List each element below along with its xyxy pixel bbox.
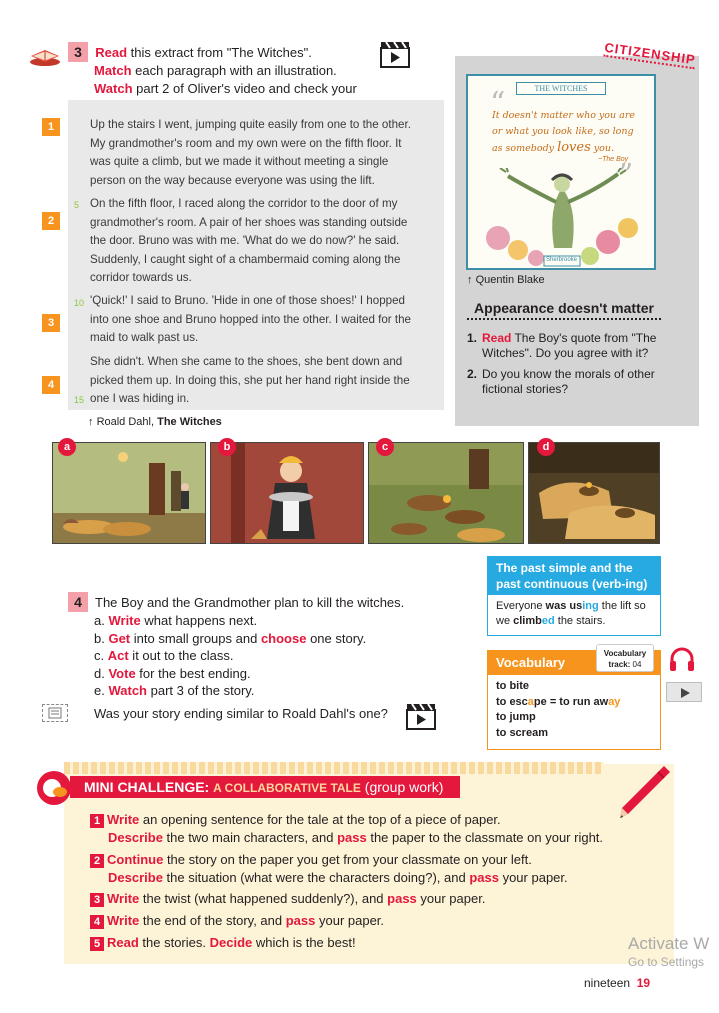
quote-close-icon: ”: [618, 158, 634, 193]
illustration-label-a: a: [58, 438, 76, 456]
vocabulary-list: to bite to escape = to run away to jump to scream: [496, 680, 621, 739]
shoes-scene: [529, 443, 660, 544]
extract-credit: ↑ Roald Dahl, The Witches: [88, 416, 222, 428]
arrow-up-icon: ↑: [88, 416, 94, 428]
video-clapper-icon-2[interactable]: [406, 702, 436, 730]
grammar-example: Everyone was using the lift so we climbed the stairs.: [496, 600, 646, 627]
story-extract: [68, 100, 444, 410]
mice-scene: [369, 443, 524, 544]
workbook-icon: [42, 704, 68, 722]
illustration-d[interactable]: [528, 442, 660, 544]
chambermaid-scene: [211, 443, 364, 544]
book-icon: [28, 44, 62, 66]
vocabulary-track-tag: Vocabulary track: 04: [596, 644, 654, 672]
book-label: Sherbrooke: [546, 257, 578, 263]
extract-paragraph-3: 'Quick!' I said to Bruno. 'Hide in one of those shoes!' I hopped into one shoe and Bruno hopped into the other. I waited for the maid to walk past us.: [90, 294, 411, 345]
grammar-box-title: The past simple and the past continuous (verb-ing): [488, 557, 660, 595]
exercise-4-question: Was your story ending similar to Roald Dahl's one?: [94, 706, 388, 721]
quote-open-icon: “: [490, 86, 506, 121]
paragraph-badge-3: 3: [42, 314, 60, 332]
mini-challenge-step-4: 4 Write the end of the story, and pass your paper.: [90, 911, 384, 930]
page-footer: [584, 976, 650, 990]
mini-challenge-step-2: 2 Continue the story on the paper you get from your classmate on your left.: [90, 850, 532, 869]
paragraph-badge-1: 1: [42, 118, 60, 136]
exercise-4: 4 The Boy and the Grandmother plan to kill the witches. a. Write what happens next. b. Get into small groups and choose one story. c. Act it out to the class. d. Vote for the best ending. e. Watch part 3 of the story.: [68, 592, 468, 700]
page-word: nineteen: [584, 976, 631, 990]
mini-challenge-icon: [36, 770, 72, 806]
exercise-3-instructions: 3 Read this extract from "The Witches". Match each paragraph with an illustration. Watch part 2 of Oliver's video and check your: [68, 42, 368, 115]
extract-paragraph-1: Up the stairs I went, jumping quite easily from one to the other. My grandmother's room and my own were on the fifth floor. It was quite a climb, but we made it without meeting a single person on the way because everyone was using the lift.: [90, 118, 411, 187]
boy-quote: It doesn't matter who you are or what you look like, so long as somebody loves you.: [492, 110, 635, 155]
vocabulary-title: Vocabulary: [488, 651, 660, 675]
mini-challenge-step-1-line-2: Describe the two main characters, and pass the paper to the classmate on your right.: [108, 830, 604, 845]
mini-challenge-step-1: 1 Write an opening sentence for the tale at the top of a piece of paper.: [90, 810, 501, 829]
grammar-box: [487, 556, 661, 636]
illustration-label-d: d: [537, 438, 555, 456]
extract-paragraph-4: She didn't. When she came to the shoes, she bent down and picked them up. In doing this, she put her hand right inside the one I was hiding in.: [90, 355, 410, 406]
page-number: 19: [636, 976, 651, 990]
paragraph-badge-2: 2: [42, 212, 60, 230]
arrow-up-icon: ↑: [467, 274, 473, 286]
illustration-label-b: b: [218, 438, 236, 456]
mini-challenge-brush-stroke: [64, 762, 604, 774]
mini-challenge-step-3: 3 Write the twist (what happened suddenly?), and pass your paper.: [90, 889, 485, 908]
exercise-3-number: 3: [68, 42, 88, 62]
illustrator-credit: ↑ Quentin Blake: [467, 274, 545, 286]
quote-attribution: ~The Boy: [598, 156, 629, 163]
pencil-icon: [612, 762, 672, 822]
paragraph-badge-4: 4: [42, 376, 60, 394]
headphones-icon[interactable]: [668, 646, 696, 672]
witch-illustration: [478, 168, 646, 268]
citizenship-stamp: CITIZENSHIP: [603, 39, 697, 68]
citizenship-heading: Appearance doesn't matter: [467, 300, 661, 320]
mini-challenge-title-bar: MINI CHALLENGE: A COLLABORATIVE TALE (group work): [70, 776, 460, 798]
illustration-c[interactable]: [368, 442, 524, 544]
audio-play-button[interactable]: [666, 682, 702, 702]
illustration-label-c: c: [376, 438, 394, 456]
line-number-10: 10: [74, 298, 85, 308]
illustration-b[interactable]: [210, 442, 364, 544]
mini-challenge-step-2-line-2: Describe the situation (what were the characters doing?), and pass your paper.: [108, 870, 568, 885]
activate-windows-watermark: Activate W Go to Settings: [628, 934, 710, 969]
line-number-5: 5: [74, 200, 80, 210]
extract-paragraph-2: On the fifth floor, I raced along the corridor to the door of my grandmother's room. A pair of her shoes was standing outside the door. Bruno was with me. 'What do we do now?' he said. Suddenly, I caught sight of a chambermaid coming along the corridor towards us.: [90, 197, 408, 285]
book-title: THE WITCHES: [516, 82, 606, 95]
citizenship-question-2: 2. Do you know the morals of other fictional stories?: [467, 367, 655, 396]
line-number-15: 15: [74, 395, 85, 405]
book-cover-image: [466, 74, 656, 270]
corridor-scene: [53, 443, 206, 544]
exercise-4-number: 4: [68, 592, 88, 612]
video-clapper-icon[interactable]: [380, 40, 410, 68]
illustration-a[interactable]: [52, 442, 206, 544]
mini-challenge-step-5: 5 Read the stories. Decide which is the best!: [90, 933, 356, 952]
citizenship-question-1: 1. Read The Boy's quote from "The Witches". Do you agree with it?: [467, 331, 657, 360]
